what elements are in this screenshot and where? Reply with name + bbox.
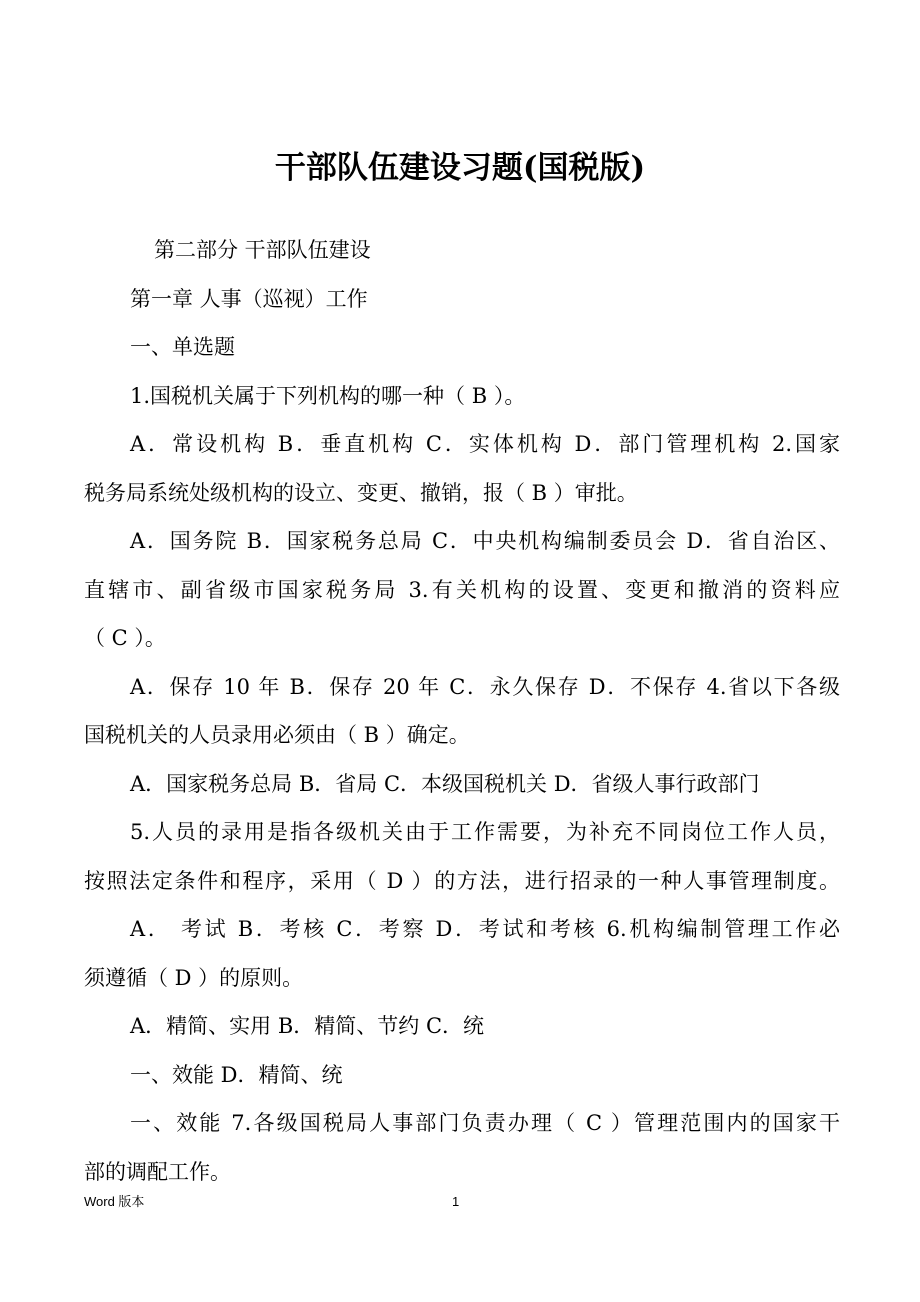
footer-page-number: 1 — [452, 1194, 460, 1209]
answer-line: （ C ）。 — [84, 626, 166, 650]
question-line: 1.国税机关属于下列机构的哪一种（ B ）。 — [130, 383, 526, 408]
document-body — [84, 226, 840, 1196]
options-line: A．保存 10 年 B．保存 20 年 C．永久保存 D．不保存 4.省以下各级 — [130, 674, 840, 699]
options-line: A．精简、实用 B．精简、节约 C．统 — [130, 1014, 485, 1038]
options-line: A．国务院 B．国家税务总局 C．中央机构编制委员会 D．省自治区、 — [130, 529, 840, 553]
page-title: 干部队伍建设习题(国税版) — [274, 150, 646, 186]
options-line: A．国家税务总局 B．省局 C．本级国税机关 D．省级人事行政部门 — [130, 771, 760, 796]
section-heading: 一、单选题 — [130, 335, 235, 359]
options-line: 直辖市、副省级市国家税务局 3.有关机构的设置、变更和撤消的资料应 — [84, 577, 840, 602]
question-line: 一、效能 7.各级国税局人事部门负责办理（ C ）管理范围内的国家干 — [130, 1111, 840, 1135]
part-heading: 第二部分 干部队伍建设 — [154, 238, 371, 262]
question-line: 部的调配工作。 — [84, 1159, 231, 1184]
footer-version-label: Word 版本 — [84, 1194, 145, 1209]
question-line: 5.人员的录用是指各级机关由于工作需要，为补充不同岗位工作人员， — [130, 820, 840, 844]
options-line: A． 考试 B．考核 C．考察 D．考试和考核 6.机构编制管理工作必 — [130, 917, 840, 941]
question-line: 国税机关的人员录用必须由（ B ）确定。 — [84, 723, 470, 747]
question-line: 须遵循（ D ）的原则。 — [84, 965, 304, 990]
chapter-heading: 第一章 人事（巡视）工作 — [130, 286, 368, 311]
options-line: 一、效能 D．精简、统 — [130, 1062, 343, 1087]
options-line: A．常设机构 B．垂直机构 C．实体机构 D．部门管理机构 2.国家 — [130, 432, 840, 456]
question-line: 按照法定条件和程序，采用（ D ）的方法，进行招录的一种人事管理制度。 — [84, 868, 840, 893]
question-line: 税务局系统处级机构的设立、变更、撤销，报（ B ）审批。 — [84, 480, 638, 505]
